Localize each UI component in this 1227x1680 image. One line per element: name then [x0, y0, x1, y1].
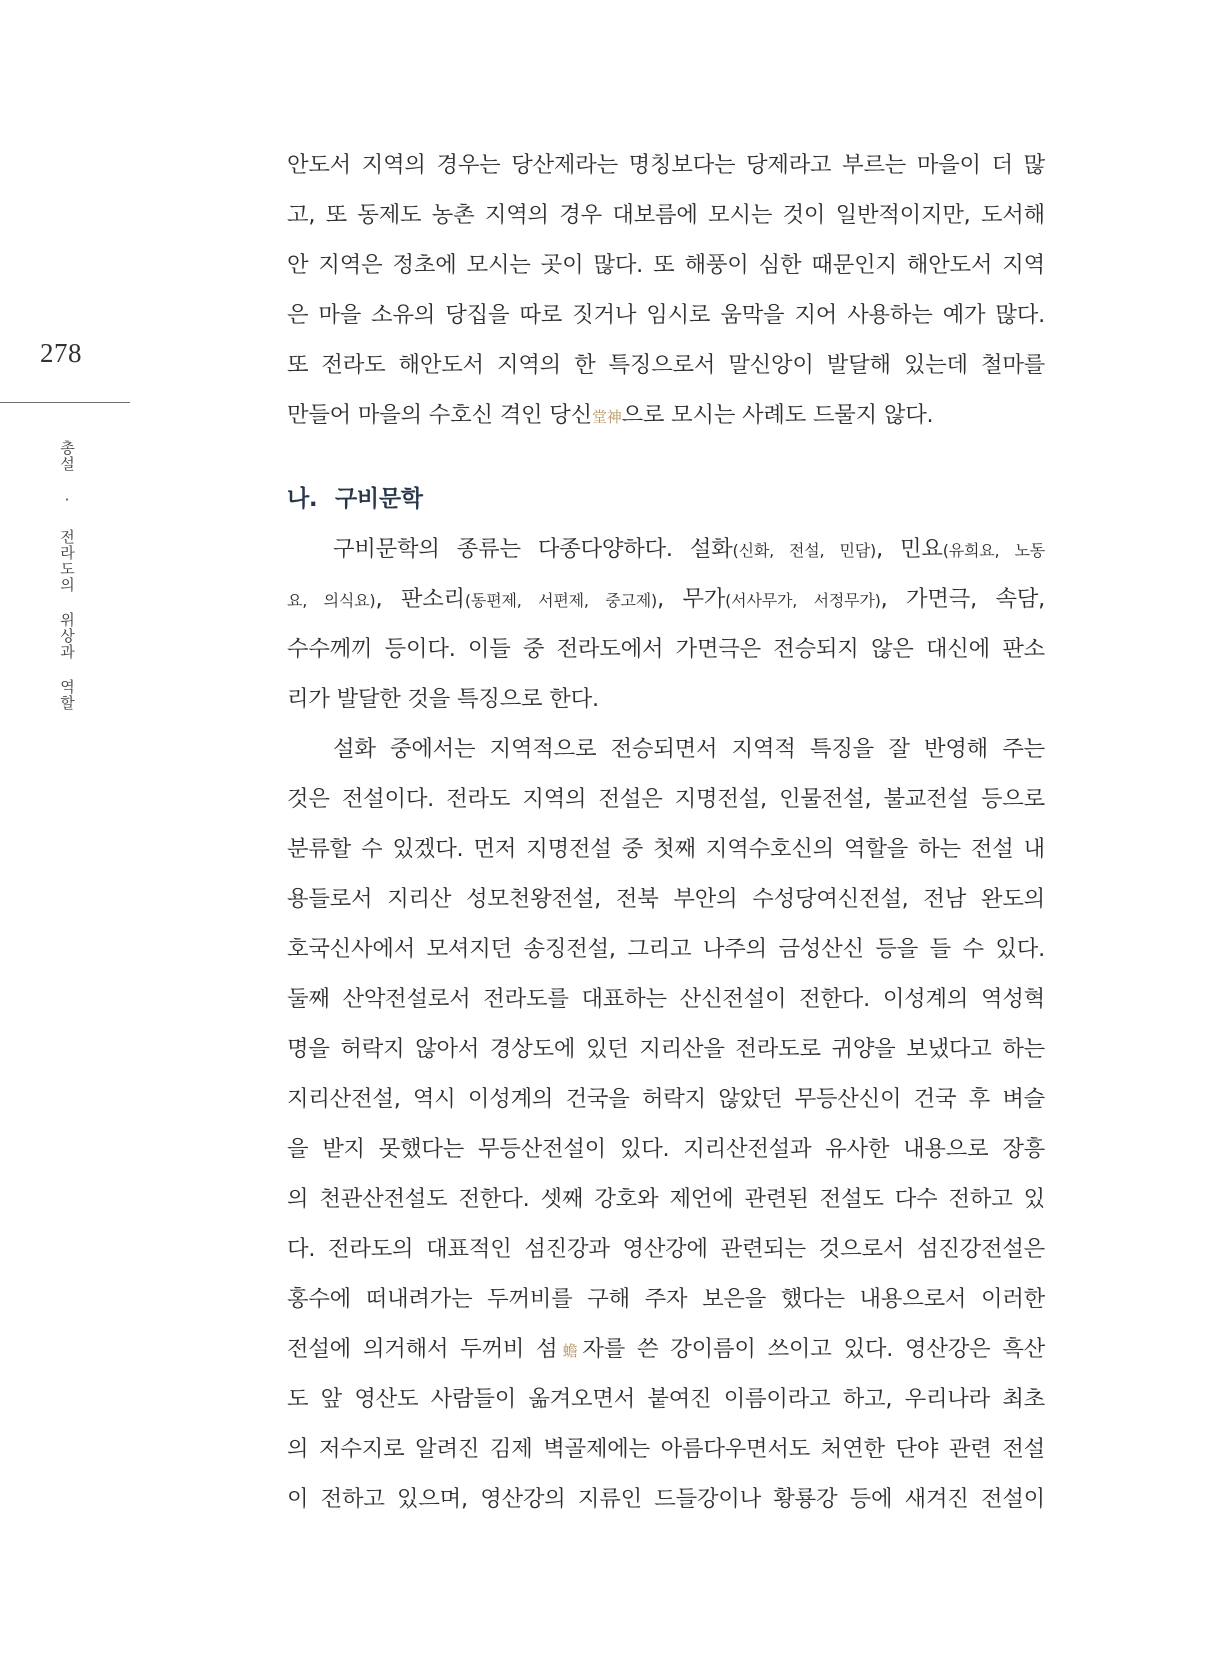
hanja-annotation: 堂神 [591, 408, 622, 426]
text-line: 전설에 의거해서 두꺼비 섬蟾자를 쓴 강이름이 쓰이고 있다. 영산강은 흑산 [287, 1336, 1045, 1362]
text-line: 은 마을 소유의 당집을 따로 짓거나 임시로 움막을 지어 사용하는 예가 많다. [287, 302, 1045, 328]
main-text-column [287, 140, 1045, 1524]
text-line: 분류할 수 있겠다. 먼저 지명전설 중 첫째 지역수호신의 역할을 하는 전설 내 [287, 836, 1045, 862]
text-line: 수수께끼 등이다. 이들 중 전라도에서 가면극은 전승되지 않은 대신에 판소 [287, 636, 1045, 662]
text-line: 명을 허락지 않아서 경상도에 있던 지리산을 전라도로 귀양을 보냈다고 하는 [287, 1036, 1045, 1062]
text-line: 도 앞 영산도 사람들이 옮겨오면서 붙여진 이름이라고 하고, 우리나라 최초 [287, 1386, 1045, 1412]
running-head: 총설 · 전라도의 위상과 역할 [58, 440, 76, 711]
text-line: 이 전하고 있으며, 영산강의 지류인 드들강이나 황룡강 등에 새겨진 전설이 [287, 1486, 1045, 1512]
intro-paragraph [287, 140, 1045, 440]
page-number: 278 [40, 338, 82, 368]
section-marker: 나. [287, 486, 318, 512]
text-line: 구비문학의 종류는 다종다양하다. 설화(신화, 전설, 민담), 민요(유희요, 노동 [333, 536, 1045, 562]
margin-rule [0, 402, 130, 403]
section-title: 구비문학 [335, 486, 423, 512]
parenthetical-note: (서사무가, 서정무가) [725, 591, 881, 610]
text-line: 다. 전라도의 대표적인 섬진강과 영산강에 관련되는 것으로서 섬진강전설은 [287, 1236, 1045, 1262]
parenthetical-note: (신화, 전설, 민담) [732, 541, 877, 560]
section-heading [287, 474, 1045, 524]
text-line: 둘째 산악전설로서 전라도를 대표하는 산신전설이 전한다. 이성계의 역성혁 [287, 986, 1045, 1012]
text-line: 의 저수지로 알려진 김제 벽골제에는 아름다우면서도 처연한 단야 관련 전설 [287, 1436, 1045, 1462]
text-line: 의 천관산전설도 전한다. 셋째 강호와 제언에 관련된 전설도 다수 전하고 있 [287, 1186, 1045, 1212]
text-line: 리가 발달한 것을 특징으로 한다. [287, 686, 599, 712]
text-line: 요, 의식요), 판소리(동편제, 서편제, 중고제), 무가(서사무가, 서정무가), 가면극, 속담, [287, 586, 1046, 612]
text-line: 안도서 지역의 경우는 당산제라는 명칭보다는 당제라고 부르는 마을이 더 많 [287, 152, 1045, 178]
text-line: 고, 또 동제도 농촌 지역의 경우 대보름에 모시는 것이 일반적이지만, 도서해 [287, 202, 1045, 228]
text-line: 또 전라도 해안도서 지역의 한 특징으로서 말신앙이 발달해 있는데 철마를 [287, 352, 1045, 378]
text-line: 호국신사에서 모셔지던 송징전설, 그리고 나주의 금성산신 등을 들 수 있다. [287, 936, 1045, 962]
hanja-annotation: 蟾 [557, 1342, 583, 1360]
paragraph-oral-literature-types [287, 524, 1045, 724]
text-line: 홍수에 떠내려가는 두꺼비를 구해 주자 보은을 했다는 내용으로서 이러한 [287, 1286, 1045, 1312]
paragraph-legends [287, 724, 1045, 1524]
parenthetical-note: (동편제, 서편제, 중고제) [464, 591, 658, 610]
parenthetical-note: (유희요, 노동 [942, 541, 1045, 560]
text-line: 만들어 마을의 수호신 격인 당신堂神으로 모시는 사례도 드물지 않다. [287, 402, 934, 428]
text-line: 지리산전설, 역시 이성계의 건국을 허락지 않았던 무등산신이 건국 후 벼슬 [287, 1086, 1045, 1112]
text-line: 을 받지 못했다는 무등산전설이 있다. 지리산전설과 유사한 내용으로 장흥 [287, 1136, 1045, 1162]
text-line: 용들로서 지리산 성모천왕전설, 전북 부안의 수성당여신전설, 전남 완도의 [287, 886, 1045, 912]
parenthetical-note: 요, 의식요) [287, 591, 376, 610]
text-line: 것은 전설이다. 전라도 지역의 전설은 지명전설, 인물전설, 불교전설 등으로 [287, 786, 1045, 812]
text-line: 설화 중에서는 지역적으로 전승되면서 지역적 특징을 잘 반영해 주는 [333, 736, 1045, 762]
text-line: 안 지역은 정초에 모시는 곳이 많다. 또 해풍이 심한 때문인지 해안도서 지역 [287, 252, 1045, 278]
